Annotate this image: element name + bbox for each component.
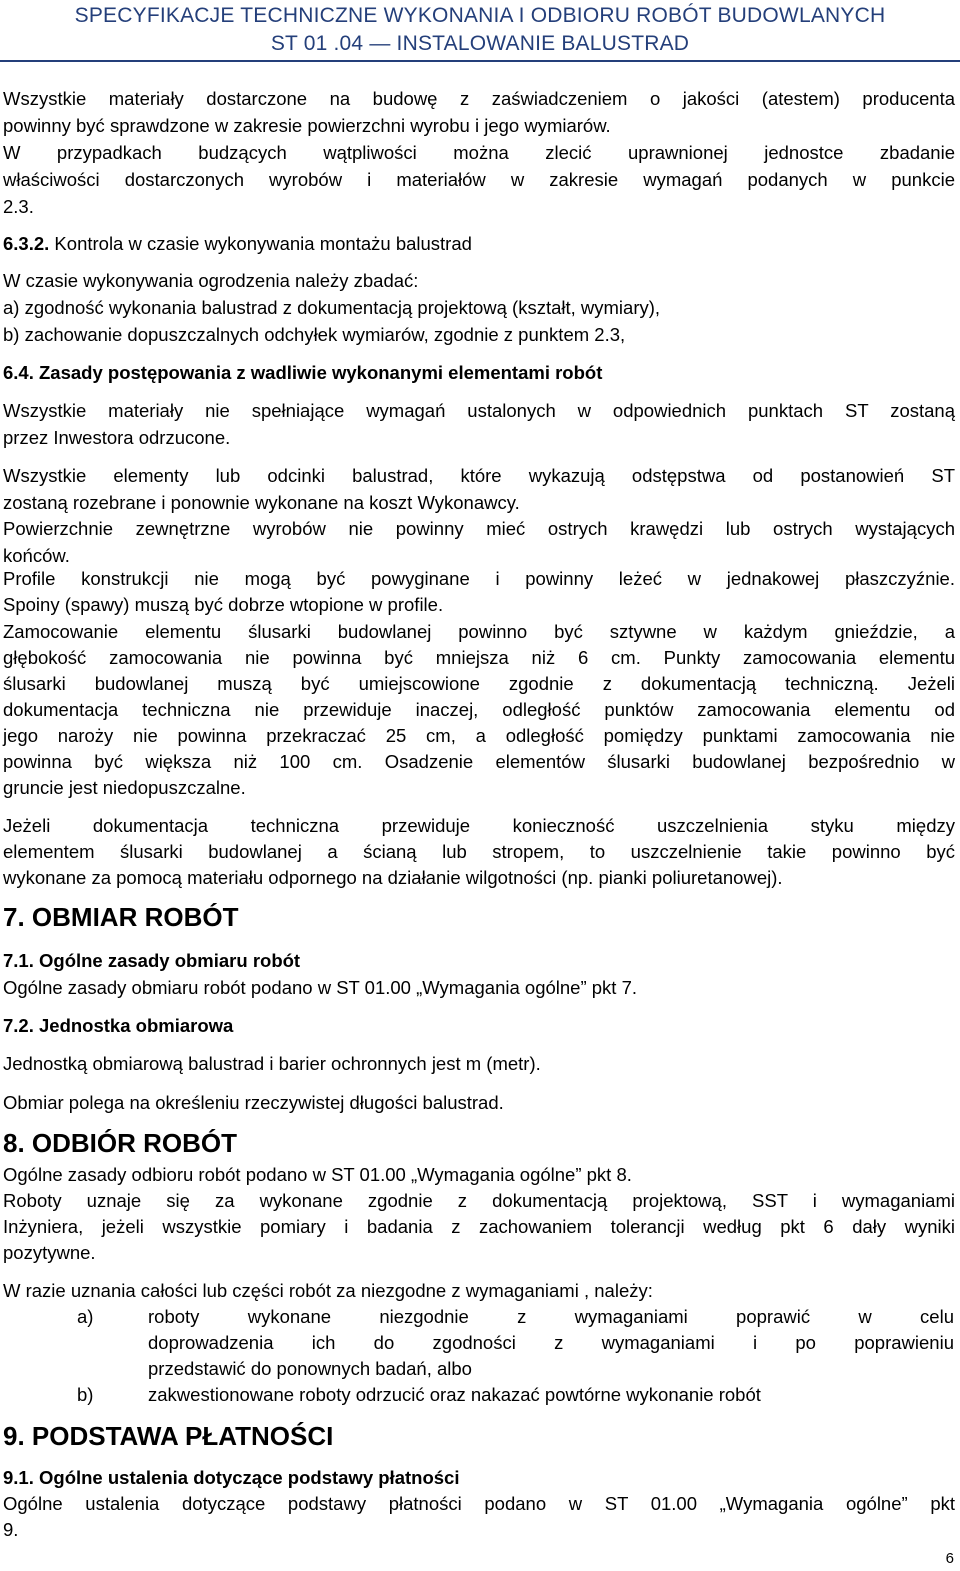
list-item-line: roboty wykonane niezgodnie z wymaganiami poprawić w celu <box>148 1306 954 1327</box>
section-number: 6.4. <box>3 362 34 383</box>
paragraph-line: Powierzchnie zewnętrzne wyrobów nie powinny mieć ostrych krawędzi lub ostrych wystających <box>3 518 955 539</box>
paragraph-line: wykonane za pomocą materiału odpornego na działanie wilgotności (np. pianki poliuretanowej). <box>3 867 783 888</box>
paragraph-line: końców. <box>3 545 70 566</box>
page-number: 6 <box>945 1550 954 1567</box>
paragraph-line: gruncie jest niedopuszczalne. <box>3 777 246 798</box>
paragraph-line: pozytywne. <box>3 1242 96 1263</box>
section-title: Zasady postępowania z wadliwie wykonanymi elementami robót <box>33 362 603 383</box>
paragraph-line: 2.3. <box>3 196 34 217</box>
paragraph-line: Zamocowanie elementu ślusarki budowlanej powinno być sztywne w każdym gnieździe, a <box>3 621 955 642</box>
paragraph-line: Ogólne ustalenia dotyczące podstawy płatności podano w ST 01.00 „Wymagania ogólne” pkt <box>3 1493 955 1514</box>
chapter-heading-9: 9. PODSTAWA PŁATNOŚCI <box>3 1421 334 1451</box>
section-heading-6-4 <box>3 362 602 384</box>
paragraph-line: Ogólne zasady odbioru robót podano w ST 01.00 „Wymagania ogólne” pkt 8. <box>3 1164 632 1185</box>
paragraph-line: W czasie wykonywania ogrodzenia należy zbadać: <box>3 270 419 291</box>
paragraph-line: głębokość zamocowania nie powinna być mniejsza niż 6 cm. Punkty zamocowania elementu <box>3 647 955 668</box>
list-item: b) zachowanie dopuszczalnych odchyłek wymiarów, zgodnie z punktem 2.3, <box>3 324 626 345</box>
section-heading-7-1 <box>3 950 300 972</box>
section-number: 9.1. <box>3 1467 34 1488</box>
list-marker: b) <box>77 1384 94 1405</box>
paragraph-line: Ogólne zasady obmiaru robót podano w ST 01.00 „Wymagania ogólne” pkt 7. <box>3 977 638 998</box>
paragraph-line: W razie uznania całości lub części robót za niezgodne z wymaganiami , należy: <box>3 1280 653 1301</box>
paragraph-line: Wszystkie elementy lub odcinki balustrad, które wykazują odstępstwa od postanowień ST <box>3 465 955 486</box>
paragraph-line: przez Inwestora odrzucone. <box>3 427 231 448</box>
header-divider <box>0 60 960 62</box>
list-item-line: doprowadzenia ich do zgodności z wymaganiami i po poprawieniu <box>148 1332 954 1353</box>
list-item: a) zgodność wykonania balustrad z dokumentacją projektową (kształt, wymiary), <box>3 297 661 318</box>
paragraph-line: Roboty uznaje się za wykonane zgodnie z dokumentacją projektową, SST i wymaganiami <box>3 1190 955 1211</box>
paragraph-line: Jednostką obmiarową balustrad i barier ochronnych jest m (metr). <box>3 1053 541 1074</box>
section-heading-9-1 <box>3 1467 459 1489</box>
paragraph-line: zostaną rozebrane i ponownie wykonane na koszt Wykonawcy. <box>3 492 520 513</box>
paragraph-line: Wszystkie materiały nie spełniające wymagań ustalonych w odpowiednich punktach ST zostaną <box>3 400 955 421</box>
paragraph-line: 9. <box>3 1519 19 1540</box>
header-subtitle: ST 01 .04 — INSTALOWANIE BALUSTRAD <box>270 32 690 55</box>
section-title: Jednostka obmiarowa <box>33 1015 234 1036</box>
paragraph-line: Jeżeli dokumentacja techniczna przewiduje konieczność uszczelnienia styku między <box>3 815 955 836</box>
paragraph-line: powinna być większa niż 100 cm. Osadzenie elementów ślusarki budowlanej bezpośrednio w <box>3 751 955 772</box>
list-item-line: zakwestionowane roboty odrzucić oraz nakazać powtórne wykonanie robót <box>148 1384 761 1405</box>
section-title: Ogólne zasady obmiaru robót <box>33 950 301 971</box>
section-heading-6-3-2 <box>3 233 472 255</box>
section-title: Ogólne ustalenia dotyczące podstawy płatności <box>33 1467 460 1488</box>
section-number: 7.2. <box>3 1015 34 1036</box>
paragraph-line: Profile konstrukcji nie mogą być powyginane i powinny leżeć w jednakowej płaszczyźnie. <box>3 568 955 589</box>
list-item-line: przedstawić do ponownych badań, albo <box>148 1358 472 1379</box>
chapter-heading-7: 7. OBMIAR ROBÓT <box>3 902 239 932</box>
paragraph-line: dokumentacja techniczna nie przewiduje inaczej, odległość punktów zamocowania elementu od <box>3 699 955 720</box>
section-heading-7-2 <box>3 1015 233 1037</box>
paragraph-line: Obmiar polega na określeniu rzeczywistej długości balustrad. <box>3 1092 504 1113</box>
section-number: 6.3.2. <box>3 233 50 254</box>
paragraph-line: Spoiny (spawy) muszą być dobrze wtopione w profile. <box>3 594 444 615</box>
paragraph-line: elementem ślusarki budowlanej a ścianą lub stropem, to uszczelnienie takie powinno być <box>3 841 955 862</box>
paragraph-line: Wszystkie materiały dostarczone na budowę z zaświadczeniem o jakości (atestem) producenta <box>3 88 955 109</box>
section-title: Kontrola w czasie wykonywania montażu balustrad <box>49 233 472 254</box>
paragraph-line: W przypadkach budzących wątpliwości można zlecić uprawnionej jednostce zbadanie <box>3 142 955 163</box>
paragraph-line: ślusarki budowlanej muszą być umiejscowione zgodnie z dokumentacją techniczną. Jeżeli <box>3 673 955 694</box>
paragraph-line: Inżyniera, jeżeli wszystkie pomiary i badania z zachowaniem tolerancji według pkt 6 dały wyniki <box>3 1216 955 1237</box>
list-marker: a) <box>77 1306 94 1327</box>
chapter-heading-8: 8. ODBIÓR ROBÓT <box>3 1128 238 1158</box>
paragraph-line: powinny być sprawdzone w zakresie powierzchni wyrobu i jego wymiarów. <box>3 115 611 136</box>
section-number: 7.1. <box>3 950 34 971</box>
header-title: SPECYFIKACJE TECHNICZNE WYKONANIA I ODBIORU ROBÓT BUDOWLANYCH <box>74 4 886 27</box>
paragraph-line: jego naroży nie powinna przekraczać 25 cm, a odległość pomiędzy punktami zamocowania nie <box>3 725 955 746</box>
paragraph-line: właściwości dostarczonych wyrobów i materiałów w zakresie wymagań podanych w punkcie <box>3 169 955 190</box>
